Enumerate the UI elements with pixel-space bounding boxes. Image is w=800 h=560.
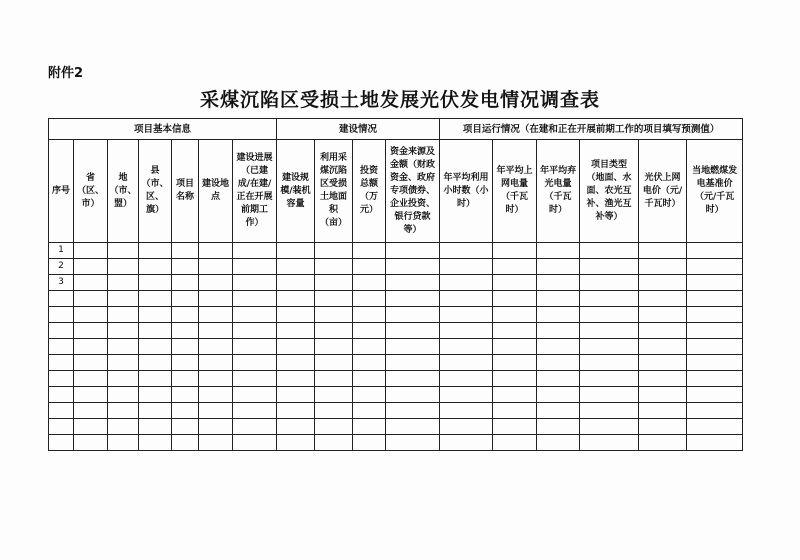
blank-cell[interactable]	[277, 387, 315, 403]
blank-cell[interactable]	[172, 387, 199, 403]
blank-cell[interactable]	[74, 243, 108, 259]
column-header-label: 光伏上网电价（元/千瓦时）	[642, 172, 683, 209]
blank-cell[interactable]	[639, 307, 687, 323]
table-row	[49, 243, 743, 259]
blank-cell[interactable]	[172, 243, 199, 259]
blank-cell[interactable]	[353, 275, 386, 291]
blank-cell[interactable]	[277, 323, 315, 339]
blank-cell[interactable]	[580, 259, 639, 275]
table-row	[49, 419, 743, 435]
blank-cell[interactable]	[440, 355, 493, 371]
blank-cell[interactable]	[74, 307, 108, 323]
blank-cell[interactable]	[315, 291, 353, 307]
blank-cell[interactable]	[199, 259, 233, 275]
blank-cell[interactable]	[537, 371, 580, 387]
blank-cell[interactable]	[687, 355, 743, 371]
blank-cell[interactable]	[74, 355, 108, 371]
blank-cell[interactable]	[493, 435, 537, 451]
blank-cell[interactable]	[199, 275, 233, 291]
blank-cell[interactable]	[537, 259, 580, 275]
blank-cell[interactable]	[639, 403, 687, 419]
row-number-cell	[49, 355, 74, 371]
blank-cell[interactable]	[199, 307, 233, 323]
blank-cell[interactable]	[493, 403, 537, 419]
table-row	[49, 371, 743, 387]
blank-cell[interactable]	[315, 387, 353, 403]
column-header-label: 年平均弃光电量（千瓦时）	[540, 166, 577, 215]
blank-cell[interactable]	[580, 371, 639, 387]
blank-cell[interactable]	[580, 291, 639, 307]
blank-cell[interactable]	[277, 307, 315, 323]
blank-cell[interactable]	[386, 419, 440, 435]
blank-cell[interactable]	[199, 419, 233, 435]
blank-cell[interactable]	[580, 307, 639, 323]
blank-cell[interactable]	[199, 371, 233, 387]
blank-cell[interactable]	[353, 419, 386, 435]
blank-cell[interactable]	[687, 323, 743, 339]
blank-cell[interactable]	[493, 355, 537, 371]
blank-cell[interactable]	[277, 435, 315, 451]
blank-cell[interactable]	[74, 435, 108, 451]
blank-cell[interactable]	[233, 435, 277, 451]
blank-cell[interactable]	[233, 403, 277, 419]
blank-cell[interactable]	[353, 355, 386, 371]
blank-cell[interactable]	[639, 339, 687, 355]
blank-cell[interactable]	[687, 307, 743, 323]
blank-cell[interactable]	[74, 291, 108, 307]
blank-cell[interactable]	[639, 243, 687, 259]
blank-cell[interactable]	[108, 291, 139, 307]
blank-cell[interactable]	[74, 419, 108, 435]
table-row	[49, 403, 743, 419]
blank-cell[interactable]	[172, 355, 199, 371]
column-header-label: 投资总额（万元）	[360, 166, 379, 215]
column-header-label: 年平均上网电量（千瓦时）	[496, 166, 533, 215]
blank-cell[interactable]	[139, 371, 172, 387]
blank-cell[interactable]	[172, 291, 199, 307]
column-header-label: 资金来源及金额（财政资金、政府专项债券、企业投资、银行贷款等）	[390, 146, 436, 235]
blank-cell[interactable]	[315, 371, 353, 387]
blank-cell[interactable]	[580, 387, 639, 403]
blank-cell[interactable]	[386, 435, 440, 451]
blank-cell[interactable]	[493, 371, 537, 387]
blank-cell[interactable]	[108, 323, 139, 339]
blank-cell[interactable]	[277, 403, 315, 419]
blank-cell[interactable]	[199, 291, 233, 307]
group-header: 建设情况	[277, 119, 440, 140]
blank-cell[interactable]	[108, 307, 139, 323]
column-header	[353, 140, 386, 243]
blank-cell[interactable]	[108, 419, 139, 435]
blank-cell[interactable]	[353, 339, 386, 355]
column-header-label: 项目类型（地面、水面、农光互补、渔光互补等）	[586, 159, 632, 222]
blank-cell[interactable]	[108, 387, 139, 403]
blank-cell[interactable]	[233, 259, 277, 275]
blank-cell[interactable]	[440, 419, 493, 435]
column-header	[139, 140, 172, 243]
blank-cell[interactable]	[440, 291, 493, 307]
blank-cell[interactable]	[172, 435, 199, 451]
blank-cell[interactable]	[139, 403, 172, 419]
blank-cell[interactable]	[139, 291, 172, 307]
blank-cell[interactable]	[233, 419, 277, 435]
blank-cell[interactable]	[353, 291, 386, 307]
column-header-label: 建设规模/装机容量	[280, 172, 311, 209]
blank-cell[interactable]	[386, 323, 440, 339]
column-header-label: 当地燃煤发电基准价（元/千瓦时）	[692, 166, 738, 215]
attachment-label: 附件2	[48, 66, 84, 81]
blank-cell[interactable]	[580, 275, 639, 291]
blank-cell[interactable]	[386, 259, 440, 275]
blank-cell[interactable]	[139, 259, 172, 275]
table-row	[49, 275, 743, 291]
blank-cell[interactable]	[353, 435, 386, 451]
blank-cell[interactable]	[315, 275, 353, 291]
blank-cell[interactable]	[580, 243, 639, 259]
blank-cell[interactable]	[353, 387, 386, 403]
blank-cell[interactable]	[386, 243, 440, 259]
blank-cell[interactable]	[493, 243, 537, 259]
blank-cell[interactable]	[493, 419, 537, 435]
column-header-label: 序号	[51, 185, 70, 196]
blank-cell[interactable]	[74, 403, 108, 419]
blank-cell[interactable]	[74, 323, 108, 339]
blank-cell[interactable]	[233, 339, 277, 355]
blank-cell[interactable]	[172, 259, 199, 275]
blank-cell[interactable]	[440, 243, 493, 259]
row-number-cell	[49, 291, 74, 307]
blank-cell[interactable]	[440, 275, 493, 291]
blank-cell[interactable]	[233, 291, 277, 307]
blank-cell[interactable]	[74, 339, 108, 355]
table-row	[49, 435, 743, 451]
column-header	[537, 140, 580, 243]
blank-cell[interactable]	[108, 243, 139, 259]
blank-cell[interactable]	[74, 275, 108, 291]
column-header	[493, 140, 537, 243]
column-header-label: 建设进展（已建成/在建/正在开展前期工作）	[236, 153, 273, 228]
blank-cell[interactable]	[440, 371, 493, 387]
row-number-cell	[49, 323, 74, 339]
blank-cell[interactable]	[537, 435, 580, 451]
group-header: 项目基本信息	[49, 119, 277, 140]
blank-cell[interactable]	[139, 419, 172, 435]
blank-cell[interactable]	[199, 435, 233, 451]
blank-cell[interactable]	[639, 291, 687, 307]
column-header-label: 年平均利用小时数（小时）	[443, 172, 489, 209]
blank-cell[interactable]	[315, 435, 353, 451]
blank-cell[interactable]	[353, 403, 386, 419]
blank-cell[interactable]	[440, 307, 493, 323]
blank-cell[interactable]	[639, 275, 687, 291]
blank-cell[interactable]	[537, 275, 580, 291]
blank-cell[interactable]	[440, 259, 493, 275]
blank-cell[interactable]	[386, 275, 440, 291]
blank-cell[interactable]	[233, 371, 277, 387]
blank-cell[interactable]	[139, 323, 172, 339]
column-header	[440, 140, 493, 243]
blank-cell[interactable]	[199, 243, 233, 259]
row-number-cell	[49, 419, 74, 435]
blank-cell[interactable]	[74, 259, 108, 275]
blank-cell[interactable]	[315, 339, 353, 355]
blank-cell[interactable]	[233, 243, 277, 259]
blank-cell[interactable]	[233, 323, 277, 339]
column-header	[580, 140, 639, 243]
column-header	[386, 140, 440, 243]
blank-cell[interactable]	[172, 339, 199, 355]
blank-cell[interactable]	[74, 387, 108, 403]
blank-cell[interactable]	[353, 307, 386, 323]
blank-cell[interactable]	[537, 419, 580, 435]
blank-cell[interactable]	[233, 307, 277, 323]
blank-cell[interactable]	[139, 243, 172, 259]
blank-cell[interactable]	[639, 355, 687, 371]
blank-cell[interactable]	[580, 323, 639, 339]
blank-cell[interactable]	[580, 355, 639, 371]
blank-cell[interactable]	[315, 259, 353, 275]
blank-cell[interactable]	[537, 323, 580, 339]
blank-cell[interactable]	[639, 387, 687, 403]
blank-cell[interactable]	[493, 307, 537, 323]
row-number-cell	[49, 339, 74, 355]
blank-cell[interactable]	[172, 323, 199, 339]
table-row	[49, 323, 743, 339]
table-row	[49, 291, 743, 307]
blank-cell[interactable]	[139, 387, 172, 403]
blank-cell[interactable]	[199, 355, 233, 371]
column-header-label: 地（市、盟）	[109, 172, 137, 209]
blank-cell[interactable]	[687, 435, 743, 451]
blank-cell[interactable]	[172, 403, 199, 419]
column-header-label: 省（区、市）	[76, 172, 104, 209]
blank-cell[interactable]	[639, 435, 687, 451]
row-number-cell	[49, 307, 74, 323]
blank-cell[interactable]	[315, 323, 353, 339]
blank-cell[interactable]	[233, 355, 277, 371]
row-number-cell: 3	[49, 275, 74, 291]
blank-cell[interactable]	[108, 259, 139, 275]
blank-cell[interactable]	[199, 323, 233, 339]
column-header	[687, 140, 743, 243]
blank-cell[interactable]	[687, 403, 743, 419]
blank-cell[interactable]	[139, 355, 172, 371]
row-number-cell	[49, 435, 74, 451]
blank-cell[interactable]	[386, 339, 440, 355]
blank-cell[interactable]	[277, 243, 315, 259]
blank-cell[interactable]	[172, 307, 199, 323]
blank-cell[interactable]	[639, 259, 687, 275]
blank-cell[interactable]	[687, 387, 743, 403]
blank-cell[interactable]	[493, 387, 537, 403]
blank-cell[interactable]	[315, 243, 353, 259]
column-header-label: 项目名称	[175, 179, 194, 202]
blank-cell[interactable]	[199, 339, 233, 355]
blank-cell[interactable]	[353, 323, 386, 339]
blank-cell[interactable]	[580, 419, 639, 435]
group-header-row	[49, 119, 743, 140]
column-header	[315, 140, 353, 243]
column-header	[172, 140, 199, 243]
blank-cell[interactable]	[440, 435, 493, 451]
blank-cell[interactable]	[537, 339, 580, 355]
blank-cell[interactable]	[353, 371, 386, 387]
blank-cell[interactable]	[199, 403, 233, 419]
column-header	[108, 140, 139, 243]
row-number-cell	[49, 387, 74, 403]
group-header: 项目运行情况（在建和正在开展前期工作的项目填写预测值）	[440, 119, 743, 140]
blank-cell[interactable]	[687, 243, 743, 259]
column-header	[233, 140, 277, 243]
blank-cell[interactable]	[440, 387, 493, 403]
table-row	[49, 307, 743, 323]
row-number-cell: 2	[49, 259, 74, 275]
blank-cell[interactable]	[199, 387, 233, 403]
blank-cell[interactable]	[108, 403, 139, 419]
blank-cell[interactable]	[277, 339, 315, 355]
blank-cell[interactable]	[687, 291, 743, 307]
column-header	[49, 140, 74, 243]
blank-cell[interactable]	[233, 387, 277, 403]
blank-cell[interactable]	[172, 275, 199, 291]
blank-cell[interactable]	[108, 371, 139, 387]
blank-cell[interactable]	[74, 371, 108, 387]
blank-cell[interactable]	[277, 419, 315, 435]
blank-cell[interactable]	[139, 435, 172, 451]
blank-cell[interactable]	[277, 275, 315, 291]
column-header	[639, 140, 687, 243]
blank-cell[interactable]	[687, 259, 743, 275]
row-number-cell	[49, 371, 74, 387]
blank-cell[interactable]	[386, 355, 440, 371]
document-title: 采煤沉陷区受损土地发展光伏发电情况调查表	[199, 89, 600, 111]
blank-cell[interactable]	[108, 339, 139, 355]
blank-cell[interactable]	[580, 403, 639, 419]
blank-cell[interactable]	[537, 387, 580, 403]
blank-cell[interactable]	[639, 419, 687, 435]
blank-cell[interactable]	[537, 403, 580, 419]
blank-cell[interactable]	[493, 323, 537, 339]
blank-cell[interactable]	[277, 259, 315, 275]
blank-cell[interactable]	[315, 355, 353, 371]
blank-cell[interactable]	[687, 371, 743, 387]
table-row	[49, 339, 743, 355]
blank-cell[interactable]	[440, 403, 493, 419]
blank-cell[interactable]	[493, 339, 537, 355]
blank-cell[interactable]	[108, 275, 139, 291]
blank-cell[interactable]	[172, 371, 199, 387]
blank-cell[interactable]	[353, 243, 386, 259]
blank-cell[interactable]	[537, 291, 580, 307]
column-header-label: 建设地点	[201, 179, 229, 202]
column-header	[74, 140, 108, 243]
blank-cell[interactable]	[537, 355, 580, 371]
blank-cell[interactable]	[277, 291, 315, 307]
blank-cell[interactable]	[687, 419, 743, 435]
blank-cell[interactable]	[139, 307, 172, 323]
blank-cell[interactable]	[687, 275, 743, 291]
blank-cell[interactable]	[315, 403, 353, 419]
column-header-row	[49, 140, 743, 243]
blank-cell[interactable]	[277, 371, 315, 387]
blank-cell[interactable]	[687, 339, 743, 355]
blank-cell[interactable]	[386, 403, 440, 419]
column-header	[199, 140, 233, 243]
blank-cell[interactable]	[386, 307, 440, 323]
blank-cell[interactable]	[386, 387, 440, 403]
blank-cell[interactable]	[493, 275, 537, 291]
blank-cell[interactable]	[537, 307, 580, 323]
blank-cell[interactable]	[440, 323, 493, 339]
blank-cell[interactable]	[580, 435, 639, 451]
blank-cell[interactable]	[315, 419, 353, 435]
blank-cell[interactable]	[108, 435, 139, 451]
blank-cell[interactable]	[353, 259, 386, 275]
blank-cell[interactable]	[639, 371, 687, 387]
blank-cell[interactable]	[440, 339, 493, 355]
row-number-cell	[49, 403, 74, 419]
column-header-label: 县（市、区、旗）	[141, 166, 169, 215]
blank-cell[interactable]	[139, 339, 172, 355]
blank-cell[interactable]	[580, 339, 639, 355]
column-header-label: 利用采煤沉陷区受损土地面积（亩）	[320, 153, 348, 228]
blank-cell[interactable]	[315, 307, 353, 323]
column-header	[277, 140, 315, 243]
blank-cell[interactable]	[386, 291, 440, 307]
blank-cell[interactable]	[139, 275, 172, 291]
blank-cell[interactable]	[493, 291, 537, 307]
blank-cell[interactable]	[639, 323, 687, 339]
blank-cell[interactable]	[233, 275, 277, 291]
blank-cell[interactable]	[493, 259, 537, 275]
blank-cell[interactable]	[537, 243, 580, 259]
table-row	[49, 259, 743, 275]
blank-cell[interactable]	[277, 355, 315, 371]
survey-table	[48, 118, 743, 451]
table-row	[49, 387, 743, 403]
blank-cell[interactable]	[172, 419, 199, 435]
blank-cell[interactable]	[386, 371, 440, 387]
table-row	[49, 355, 743, 371]
blank-cell[interactable]	[108, 355, 139, 371]
row-number-cell: 1	[49, 243, 74, 259]
